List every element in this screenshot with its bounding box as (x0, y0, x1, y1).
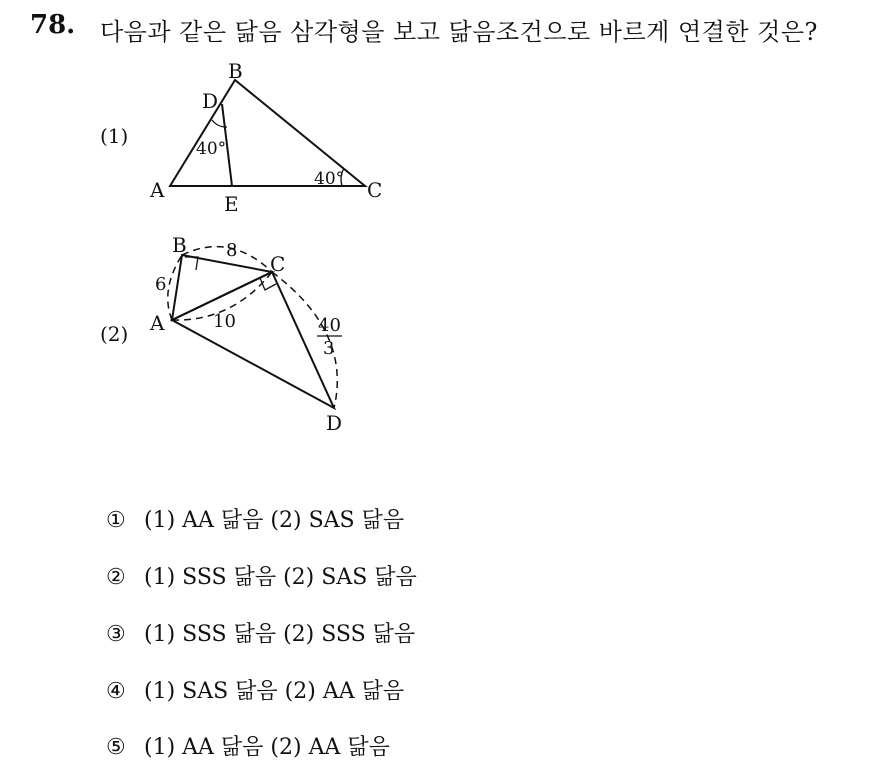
point-d2-label: D (326, 411, 343, 435)
length-bc: 8 (226, 240, 238, 261)
point-b-label: B (228, 59, 243, 83)
point-e-label: E (224, 192, 239, 216)
choice-1[interactable] (106, 503, 404, 534)
angle-c-label: 40° (314, 169, 345, 189)
point-c-label: C (367, 178, 383, 202)
figure2-shape (172, 255, 334, 408)
angle-d-label: 40° (196, 139, 227, 159)
dashed-arcs (168, 247, 338, 408)
choice-1-text: (1) AA 닮음 (2) SAS 닮음 (144, 508, 405, 533)
length-cd-numerator: 40 (318, 315, 341, 336)
point-d-label: D (202, 89, 219, 113)
figure1-label: (1) (100, 124, 129, 148)
length-ab: 6 (155, 274, 167, 295)
choice-1-mark: ① (106, 508, 126, 533)
choice-4-mark: ④ (106, 679, 126, 704)
figure2-label: (2) (100, 322, 129, 346)
choice-2-text: (1) SSS 닮음 (2) SAS 닮음 (144, 565, 417, 590)
choice-5[interactable] (106, 730, 390, 761)
choice-5-mark: ⑤ (106, 735, 126, 760)
right-angle-b (185, 257, 198, 270)
point-b2-label: B (172, 233, 187, 257)
choice-3[interactable] (106, 617, 415, 648)
choice-4-text: (1) SAS 닮음 (2) AA 닮음 (144, 679, 405, 704)
choice-5-text: (1) AA 닮음 (2) AA 닮음 (144, 735, 390, 760)
point-a-label: A (150, 178, 165, 202)
length-ac: 10 (213, 311, 236, 332)
choice-3-text: (1) SSS 닮음 (2) SSS 닮음 (144, 622, 416, 647)
question-text: 다음과 같은 닮음 삼각형을 보고 닮음조건으로 바르게 연결한 것은? (100, 18, 818, 46)
choice-4[interactable] (106, 674, 404, 705)
choice-2[interactable] (106, 560, 417, 591)
point-c2-label: C (270, 252, 286, 276)
length-cd-denominator: 3 (323, 338, 335, 359)
question-number: 78. (30, 10, 76, 40)
choice-3-mark: ③ (106, 622, 126, 647)
point-a2-label: A (150, 311, 165, 335)
choice-2-mark: ② (106, 565, 126, 590)
